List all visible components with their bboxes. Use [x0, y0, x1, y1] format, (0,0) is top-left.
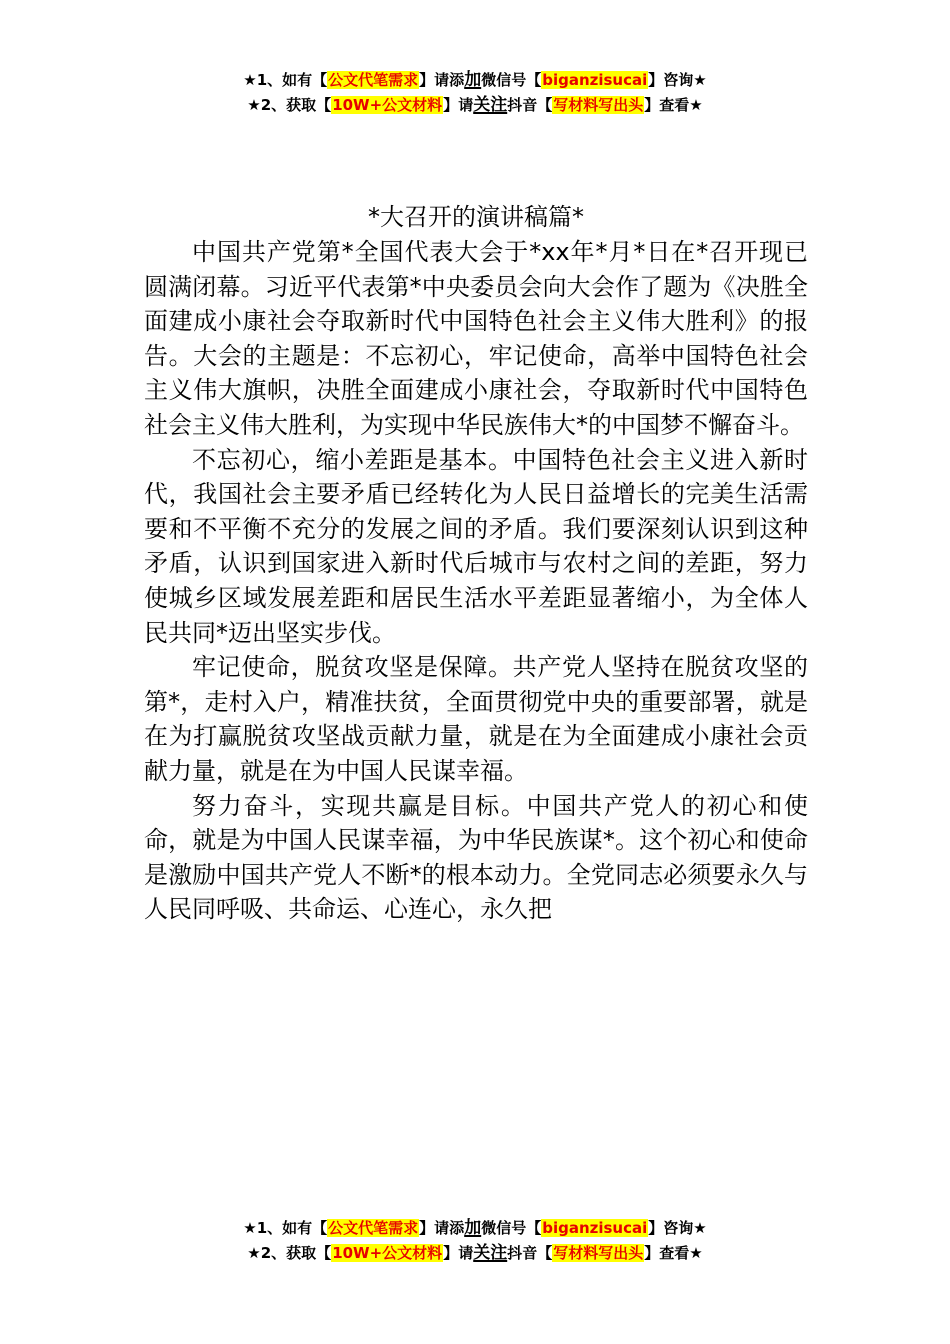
promo-underline-follow: 关注 [473, 1243, 508, 1263]
promo-highlight-service: 公文代笔需求 [328, 1219, 419, 1237]
promo-highlight-wechat-id: biganzisucai [542, 71, 648, 89]
document-body [144, 200, 808, 927]
promo-underline-follow: 关注 [473, 95, 508, 115]
document-title: *大召开的演讲稿篇* [368, 203, 584, 231]
promo-line-1-prefix: ★1、如有【 [243, 71, 328, 89]
promo-highlight-materials: 10W+公文材料 [332, 96, 443, 114]
paragraph-2: 不忘初心，缩小差距是基本。中国特色社会主义进入新时代，我国社会主要矛盾已经转化为人民日益增长的完美生活需要和不平衡不充分的发展之间的矛盾。我们要深刻认识到这种矛盾，认识到国家进入新时代后城市与农村之间的差距，努力使城乡区域发展差距和居民生活水平差距显著缩小，为全体人民共同*迈出坚实步伐。 [144, 445, 808, 647]
promo-line-2 [0, 1241, 950, 1266]
promo-line-2 [0, 93, 950, 118]
promo-line-1-mid: 】请添 [419, 1219, 465, 1237]
promo-line-1 [0, 68, 950, 93]
promo-highlight-wechat-id: biganzisucai [542, 1219, 648, 1237]
promo-line-2-mid: 】请 [443, 96, 474, 114]
promo-banner-bottom [0, 1216, 950, 1266]
promo-banner-top [0, 68, 950, 118]
promo-underline-add: 加 [464, 1218, 482, 1238]
promo-highlight-douyin: 写材料写出头 [553, 1244, 644, 1262]
promo-line-2-suffix: 】查看★ [644, 1244, 703, 1262]
promo-highlight-materials: 10W+公文材料 [332, 1244, 443, 1262]
promo-line-1 [0, 1216, 950, 1241]
promo-line-1-mid2: 微信号【 [481, 1219, 542, 1237]
promo-line-2-mid2: 抖音【 [507, 96, 553, 114]
promo-line-1-suffix: 】咨询★ [648, 71, 707, 89]
promo-line-1-suffix: 】咨询★ [648, 1219, 707, 1237]
promo-highlight-service: 公文代笔需求 [328, 71, 419, 89]
paragraph-3: 牢记使命，脱贫攻坚是保障。共产党人坚持在脱贫攻坚的第*，走村入户，精准扶贫，全面贯彻党中央的重要部署，就是在为打赢脱贫攻坚战贡献力量，就是在为全面建成小康社会贡献力量，就是在为中国人民谋幸福。 [144, 653, 808, 785]
promo-line-1-prefix: ★1、如有【 [243, 1219, 328, 1237]
promo-line-2-mid2: 抖音【 [507, 1244, 553, 1262]
promo-line-2-prefix: ★2、获取【 [247, 96, 332, 114]
promo-line-1-mid: 】请添 [419, 71, 465, 89]
promo-highlight-douyin: 写材料写出头 [553, 96, 644, 114]
promo-line-2-prefix: ★2、获取【 [247, 1244, 332, 1262]
promo-line-2-suffix: 】查看★ [644, 96, 703, 114]
promo-underline-add: 加 [464, 70, 482, 90]
paragraph-4: 努力奋斗，实现共赢是目标。中国共产党人的初心和使命，就是为中国人民谋幸福，为中华民族谋*。这个初心和使命是激励中国共产党人不断*的根本动力。全党同志必须要永久与人民同呼吸、共命运、心连心，永久把 [144, 791, 808, 924]
promo-line-2-mid: 】请 [443, 1244, 474, 1262]
paragraph-1: 中国共产党第*全国代表大会于*xx年*月*日在*召开现已圆满闭幕。习近平代表第*中央委员会向大会作了题为《决胜全面建成小康社会夺取新时代中国特色社会主义伟大胜利》的报告。大会的主题是：不忘初心，牢记使命，高举中国特色社会主义伟大旗帜，决胜全面建成小康社会，夺取新时代中国特色社会主义伟大胜利，为实现中华民族伟大*的中国梦不懈奋斗。 [144, 238, 808, 439]
promo-line-1-mid2: 微信号【 [481, 71, 542, 89]
